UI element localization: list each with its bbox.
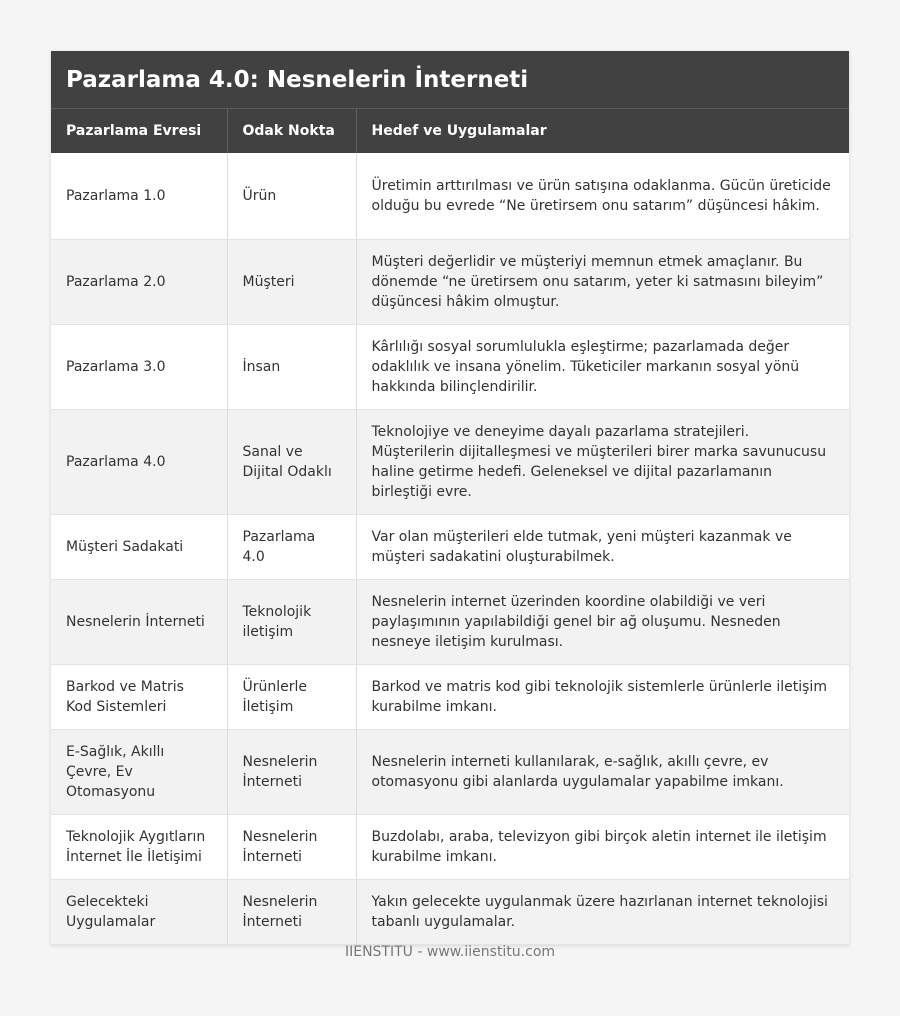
cell-odak: Müşteri bbox=[227, 239, 356, 324]
cell-odak: Sanal ve Dijital Odaklı bbox=[227, 409, 356, 514]
table-row bbox=[51, 514, 849, 579]
cell-hedef: Barkod ve matris kod gibi teknolojik sistemlerle ürünlerle iletişim kurabilme imkanı. bbox=[356, 664, 849, 729]
table-row bbox=[51, 409, 849, 514]
column-header-hedef: Hedef ve Uygulamalar bbox=[356, 109, 849, 153]
cell-evre: E-Sağlık, Akıllı Çevre, Ev Otomasyonu bbox=[51, 729, 227, 814]
cell-odak: Pazarlama 4.0 bbox=[227, 514, 356, 579]
table-row bbox=[51, 729, 849, 814]
table-row bbox=[51, 153, 849, 239]
footer-credit: IIENSTITU - www.iienstitu.com bbox=[344, 944, 556, 960]
cell-odak: Nesnelerin İnterneti bbox=[227, 729, 356, 814]
cell-hedef: Nesnelerin interneti kullanılarak, e-sağlık, akıllı çevre, ev otomasyonu gibi alanlarda uygulamalar yapabilme imkanı. bbox=[356, 729, 849, 814]
cell-evre: Gelecekteki Uygulamalar bbox=[51, 879, 227, 944]
cell-evre: Nesnelerin İnterneti bbox=[51, 579, 227, 664]
cell-evre: Pazarlama 4.0 bbox=[51, 409, 227, 514]
cell-evre: Teknolojik Aygıtların İnternet İle İletişimi bbox=[51, 814, 227, 879]
data-table bbox=[51, 109, 849, 945]
cell-evre: Barkod ve Matris Kod Sistemleri bbox=[51, 664, 227, 729]
table-header-row bbox=[51, 109, 849, 153]
cell-evre: Pazarlama 1.0 bbox=[51, 153, 227, 239]
cell-evre: Pazarlama 2.0 bbox=[51, 239, 227, 324]
cell-hedef: Var olan müşterileri elde tutmak, yeni müşteri kazanmak ve müşteri sadakatini oluşturabilmek. bbox=[356, 514, 849, 579]
cell-odak: Ürün bbox=[227, 153, 356, 239]
column-header-odak: Odak Nokta bbox=[227, 109, 356, 153]
column-header-evre: Pazarlama Evresi bbox=[51, 109, 227, 153]
cell-evre: Pazarlama 3.0 bbox=[51, 324, 227, 409]
cell-hedef: Nesnelerin internet üzerinden koordine olabildiği ve veri paylaşımının yapılabildiği genel bir ağ oluşumu. Nesneden nesneye iletişim kurulması. bbox=[356, 579, 849, 664]
table-row bbox=[51, 814, 849, 879]
cell-evre: Müşteri Sadakati bbox=[51, 514, 227, 579]
cell-hedef: Yakın gelecekte uygulanmak üzere hazırlanan internet teknolojisi tabanlı uygulamalar. bbox=[356, 879, 849, 944]
table-card bbox=[51, 51, 849, 945]
table-row bbox=[51, 324, 849, 409]
cell-hedef: Üretimin arttırılması ve ürün satışına odaklanma. Gücün üreticide olduğu bu evrede “Ne üretirsem onu satarım” düşüncesi hâkim. bbox=[356, 153, 849, 239]
cell-hedef: Müşteri değerlidir ve müşteriyi memnun etmek amaçlanır. Bu dönemde “ne üretirsem onu satarım, yeter ki satmasını bileyim” düşüncesi hâkim olmuştur. bbox=[356, 239, 849, 324]
cell-odak: Nesnelerin İnterneti bbox=[227, 814, 356, 879]
page-title: Pazarlama 4.0: Nesnelerin İnterneti bbox=[51, 51, 849, 109]
cell-odak: Teknolojik iletişim bbox=[227, 579, 356, 664]
cell-hedef: Teknolojiye ve deneyime dayalı pazarlama stratejileri. Müşterilerin dijitalleşmesi ve müşterileri birer marka savunucusu haline getirme hedefi. Geleneksel ve dijital pazarlamanın birleştiği evre. bbox=[356, 409, 849, 514]
cell-hedef: Buzdolabı, araba, televizyon gibi birçok aletin internet ile iletişim kurabilme imkanı. bbox=[356, 814, 849, 879]
cell-odak: Nesnelerin İnterneti bbox=[227, 879, 356, 944]
cell-hedef: Kârlılığı sosyal sorumlulukla eşleştirme; pazarlamada değer odaklılık ve insana yönelim. Tüketiciler markanın sosyal yönü hakkında bilinçlendirilir. bbox=[356, 324, 849, 409]
cell-odak: İnsan bbox=[227, 324, 356, 409]
table-row bbox=[51, 879, 849, 944]
table-row bbox=[51, 664, 849, 729]
cell-odak: Ürünlerle İletişim bbox=[227, 664, 356, 729]
table-row bbox=[51, 579, 849, 664]
table-row bbox=[51, 239, 849, 324]
